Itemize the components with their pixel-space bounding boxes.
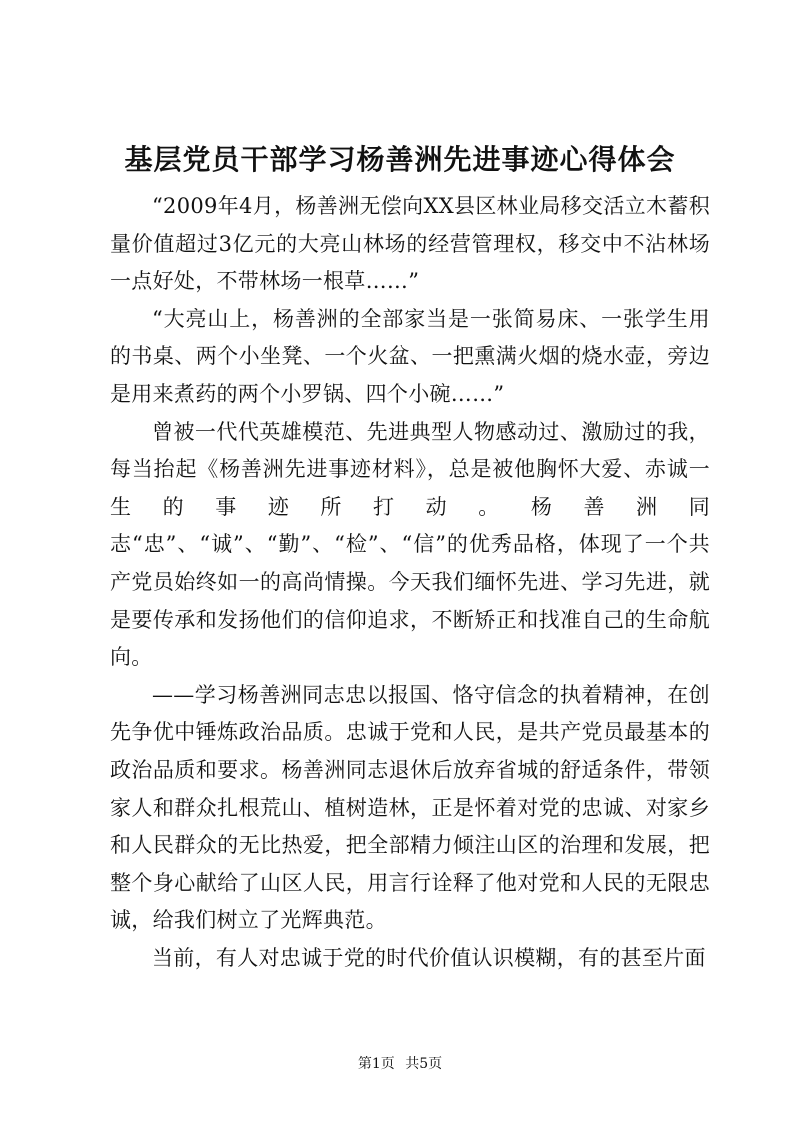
paragraph-2: “大亮山上，杨善洲的全部家当是一张简易床、一张学生用的书桌、两个小坐凳、一个火盆、一把熏满火烟的烧水壶，旁边是用来煮药的两个小罗锅、四个小碗……” bbox=[110, 306, 710, 406]
document-title: 基层党员干部学习杨善洲先进事迹心得体会 bbox=[124, 143, 676, 176]
page-number: 第1页 bbox=[357, 1056, 395, 1072]
document-body bbox=[110, 188, 710, 977]
paragraph-1: “2009年4月，杨善洲无偿向XX县区林业局移交活立木蓄积量价值超过3亿元的大亮山林场的经营管理权，移交中不沾林场一点好处，不带林场一根草……” bbox=[110, 194, 710, 294]
page-total: 共5页 bbox=[405, 1056, 443, 1072]
paragraph-3: 曾被一代代英雄模范、先进典型人物感动过、激励过的我，每当抬起《杨善洲先进事迹材料》，总是被他胸怀大爱、赤诚一生的事迹所打动。杨善洲同志“忠”、“诚”、“勤”、“检”、“信”的优秀品格，体现了一个共产党员始终如一的高尚情操。今天我们缅怀先进、学习先进，就是要传承和发扬他们的信仰追求，不断矫正和找准自己的生命航向。 bbox=[110, 419, 710, 670]
paragraph-5: 当前，有人对忠诚于党的时代价值认识模糊，有的甚至片面 bbox=[152, 945, 706, 970]
paragraph-4: ——学习杨善洲同志忠以报国、恪守信念的执着精神，在创先争优中锤炼政治品质。忠诚于党和人民，是共产党员最基本的政治品质和要求。杨善洲同志退休后放弃省城的舒适条件，带领家人和群众扎根荒山、植树造林，正是怀着对党的忠诚、对家乡和人民群众的无比热爱，把全部精力倾注山区的治理和发展，把整个身心献给了山区人民，用言行诠释了他对党和人民的无限忠诚，给我们树立了光辉典范。 bbox=[110, 682, 710, 933]
page-footer bbox=[0, 1054, 800, 1074]
